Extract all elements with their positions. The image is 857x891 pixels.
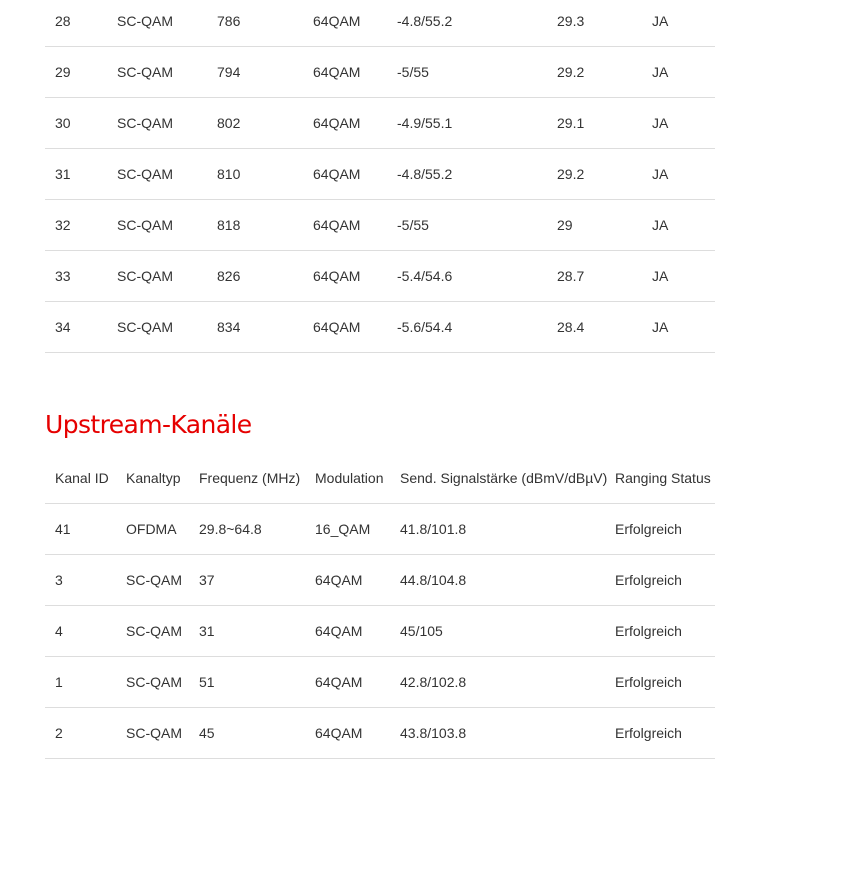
modulation: 64QAM — [303, 0, 387, 47]
channel-id: 41 — [45, 504, 116, 555]
frequency: 794 — [207, 47, 303, 98]
table-row — [45, 0, 715, 47]
channel-type: SC-QAM — [107, 251, 207, 302]
column-header-frequency: Frequenz (MHz) — [189, 453, 305, 504]
table-row — [45, 149, 715, 200]
locked-status: JA — [642, 0, 715, 47]
power-level: -4.9/55.1 — [387, 98, 547, 149]
ranging-status: Erfolgreich — [605, 657, 715, 708]
power-level: 45/105 — [390, 606, 605, 657]
power-level: 41.8/101.8 — [390, 504, 605, 555]
table-row — [45, 708, 715, 759]
frequency: 31 — [189, 606, 305, 657]
power-level: -5/55 — [387, 200, 547, 251]
table-row — [45, 504, 715, 555]
power-level: -5.6/54.4 — [387, 302, 547, 353]
table-row — [45, 47, 715, 98]
power-level: -5.4/54.6 — [387, 251, 547, 302]
ranging-status: Erfolgreich — [605, 708, 715, 759]
locked-status: JA — [642, 302, 715, 353]
table-row — [45, 555, 715, 606]
table-row — [45, 200, 715, 251]
power-level: 44.8/104.8 — [390, 555, 605, 606]
modulation: 64QAM — [303, 251, 387, 302]
channel-type: OFDMA — [116, 504, 189, 555]
channel-type: SC-QAM — [107, 200, 207, 251]
frequency: 51 — [189, 657, 305, 708]
column-header-ranging-status: Ranging Status — [605, 453, 715, 504]
upstream-table-container — [45, 453, 715, 759]
snr: 29.2 — [547, 47, 642, 98]
column-header-channel-type: Kanaltyp — [116, 453, 189, 504]
snr: 29.2 — [547, 149, 642, 200]
upstream-section-title: Upstream-Kanäle — [45, 410, 252, 439]
channel-id: 33 — [45, 251, 107, 302]
snr: 29.3 — [547, 0, 642, 47]
table-row — [45, 302, 715, 353]
channel-id: 34 — [45, 302, 107, 353]
modulation: 64QAM — [303, 302, 387, 353]
ranging-status: Erfolgreich — [605, 606, 715, 657]
ranging-status: Erfolgreich — [605, 504, 715, 555]
modulation: 64QAM — [305, 606, 390, 657]
table-header-row — [45, 453, 715, 504]
table-row — [45, 251, 715, 302]
frequency: 37 — [189, 555, 305, 606]
channel-id: 31 — [45, 149, 107, 200]
power-level: -5/55 — [387, 47, 547, 98]
column-header-channel-id: Kanal ID — [45, 453, 116, 504]
column-header-modulation: Modulation — [305, 453, 390, 504]
channel-id: 2 — [45, 708, 116, 759]
modulation: 64QAM — [303, 149, 387, 200]
frequency: 802 — [207, 98, 303, 149]
locked-status: JA — [642, 149, 715, 200]
power-level: -4.8/55.2 — [387, 0, 547, 47]
locked-status: JA — [642, 200, 715, 251]
modulation: 64QAM — [303, 98, 387, 149]
channel-type: SC-QAM — [116, 606, 189, 657]
table-row — [45, 98, 715, 149]
frequency: 826 — [207, 251, 303, 302]
channel-id: 30 — [45, 98, 107, 149]
snr: 28.7 — [547, 251, 642, 302]
channel-id: 4 — [45, 606, 116, 657]
modulation: 64QAM — [305, 555, 390, 606]
frequency: 810 — [207, 149, 303, 200]
channel-type: SC-QAM — [107, 302, 207, 353]
modulation: 64QAM — [305, 708, 390, 759]
snr: 29.1 — [547, 98, 642, 149]
channel-type: SC-QAM — [116, 555, 189, 606]
power-level: -4.8/55.2 — [387, 149, 547, 200]
channel-id: 29 — [45, 47, 107, 98]
frequency: 786 — [207, 0, 303, 47]
locked-status: JA — [642, 98, 715, 149]
locked-status: JA — [642, 47, 715, 98]
locked-status: JA — [642, 251, 715, 302]
downstream-table-container — [45, 0, 715, 353]
channel-id: 28 — [45, 0, 107, 47]
channel-id: 3 — [45, 555, 116, 606]
ranging-status: Erfolgreich — [605, 555, 715, 606]
channel-type: SC-QAM — [116, 657, 189, 708]
table-row — [45, 657, 715, 708]
snr: 29 — [547, 200, 642, 251]
modulation: 64QAM — [305, 657, 390, 708]
table-row — [45, 606, 715, 657]
channel-id: 1 — [45, 657, 116, 708]
channel-type: SC-QAM — [116, 708, 189, 759]
channel-id: 32 — [45, 200, 107, 251]
upstream-table — [45, 453, 715, 759]
column-header-power: Send. Signalstärke (dBmV/dBµV) — [390, 453, 605, 504]
frequency: 818 — [207, 200, 303, 251]
modulation: 64QAM — [303, 200, 387, 251]
downstream-table — [45, 0, 715, 353]
channel-type: SC-QAM — [107, 98, 207, 149]
frequency: 45 — [189, 708, 305, 759]
snr: 28.4 — [547, 302, 642, 353]
power-level: 42.8/102.8 — [390, 657, 605, 708]
frequency: 29.8~64.8 — [189, 504, 305, 555]
channel-type: SC-QAM — [107, 47, 207, 98]
power-level: 43.8/103.8 — [390, 708, 605, 759]
modulation: 16_QAM — [305, 504, 390, 555]
channel-type: SC-QAM — [107, 0, 207, 47]
frequency: 834 — [207, 302, 303, 353]
channel-type: SC-QAM — [107, 149, 207, 200]
modulation: 64QAM — [303, 47, 387, 98]
